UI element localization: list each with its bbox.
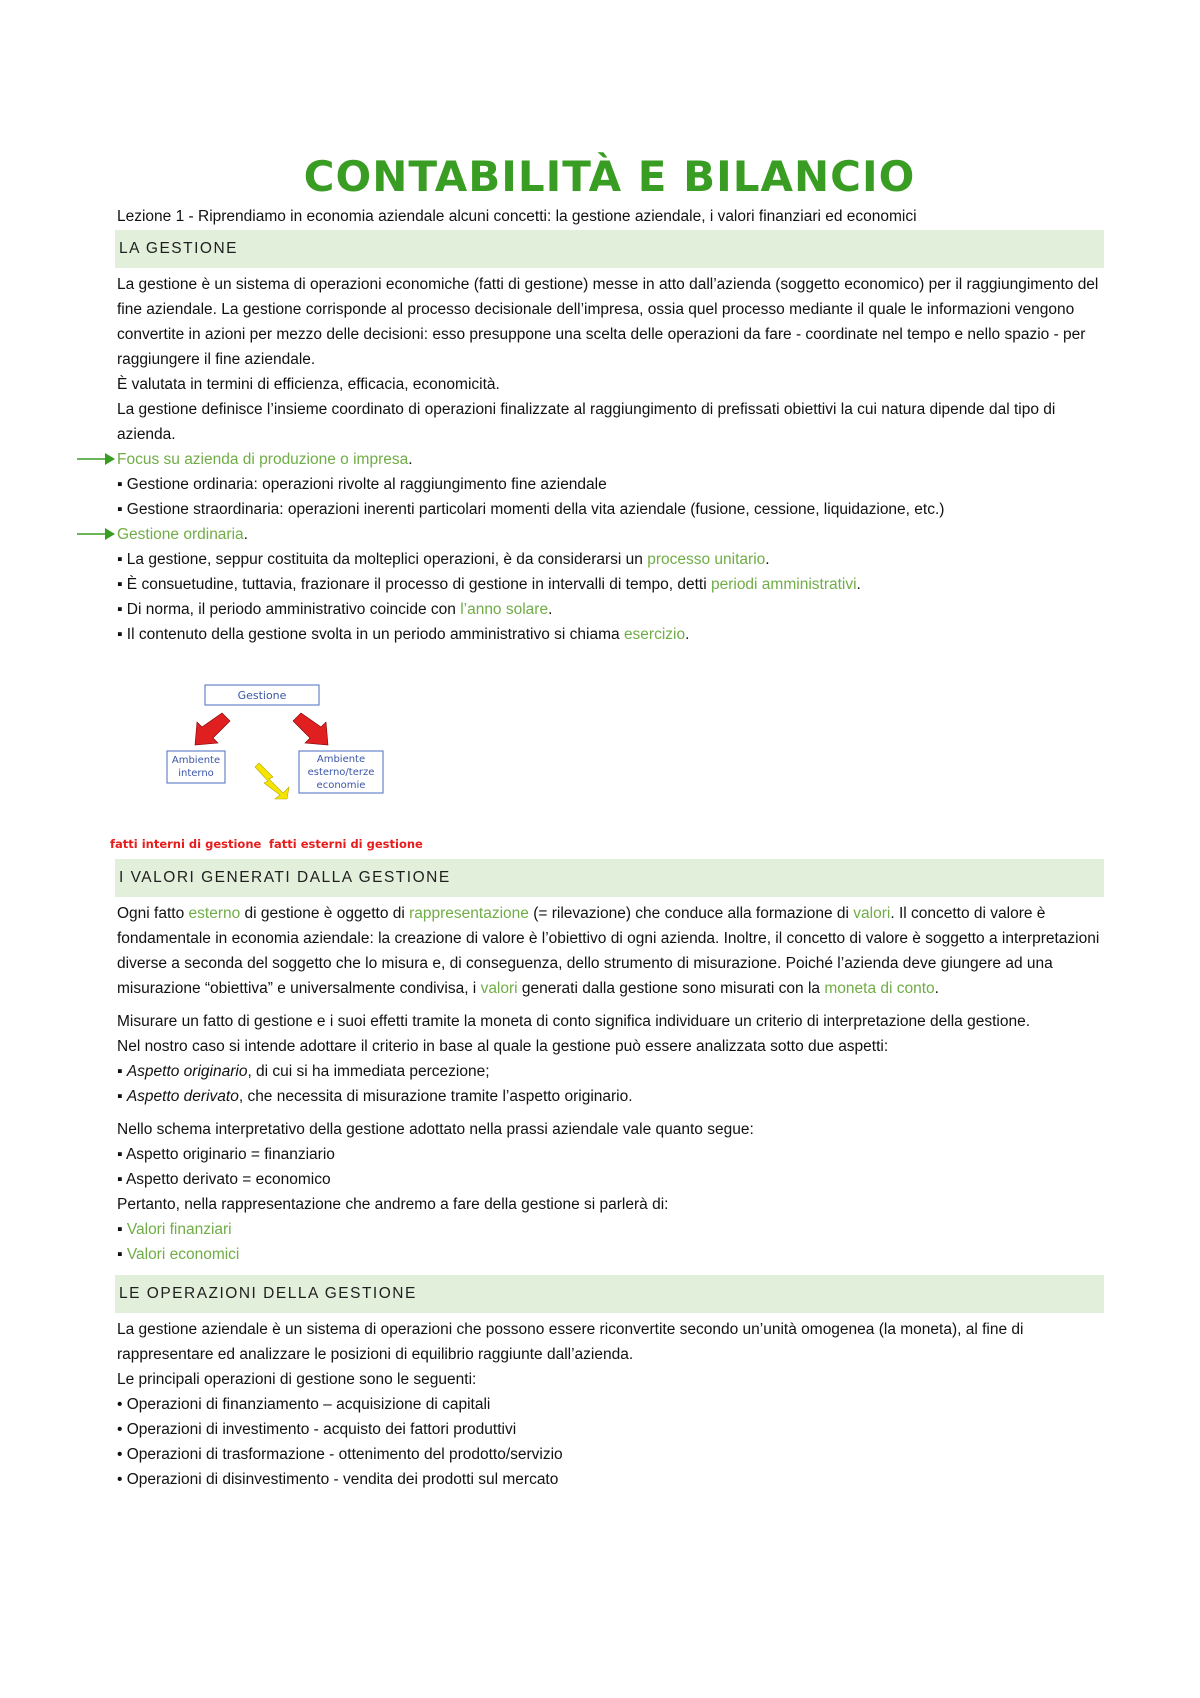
text: , di cui si ha immediata percezione; <box>247 1063 490 1080</box>
diagram-graphics <box>117 659 417 839</box>
paragraph: È valutata in termini di efficienza, efficacia, economicità. <box>117 376 500 393</box>
ambiente-esterno-label <box>299 753 383 792</box>
italic-term: Aspetto originario <box>126 1063 248 1080</box>
highlight: esterno <box>188 905 241 922</box>
text: ▪ È consuetudine, tuttavia, frazionare il processo di gestione in intervalli di tempo, detti <box>117 576 711 593</box>
spacer <box>117 1001 1102 1009</box>
text: generati dalla gestione sono misurati con la <box>517 980 825 997</box>
paragraph <box>117 901 1102 1001</box>
gestione-diagram <box>110 659 1102 859</box>
paragraph: Nello schema interpretativo della gestione adottato nella prassi aziendale vale quanto segue: <box>117 1121 754 1138</box>
punctuation: . <box>765 551 770 568</box>
label-line: Ambiente <box>171 755 221 766</box>
lesson-subtitle: Lezione 1 - Riprendiamo in economia aziendale alcuni concetti: la gestione aziendale, i valori finanziari ed economici <box>117 208 917 225</box>
label-line: esterno/terze <box>307 767 375 778</box>
punctuation: . <box>548 601 553 618</box>
paragraph: Nel nostro caso si intende adottare il criterio in base al quale la gestione può essere analizzata sotto due aspetti: <box>117 1038 889 1055</box>
list-item <box>117 597 1102 622</box>
section-heading-gestione: LA GESTIONE <box>115 230 1104 268</box>
label-line: economie <box>316 780 366 791</box>
highlight: periodi amministrativi <box>710 576 857 593</box>
document-title: CONTABILITÀ E BILANCIO <box>303 152 916 201</box>
list-item <box>117 1059 1102 1084</box>
highlight: rappresentazione <box>409 905 529 922</box>
list-item: ▪ Aspetto derivato = economico <box>117 1171 331 1188</box>
list-item: • Operazioni di trasformazione - ottenimento del prodotto/servizio <box>117 1446 563 1463</box>
arrow-right-icon <box>77 527 115 541</box>
red-arrow-right-icon <box>293 713 328 745</box>
list-item: ▪ Gestione straordinaria: operazioni inerenti particolari momenti della vita aziendale (fusione, cessione, liquidazione, etc.) <box>117 501 945 518</box>
list-item: • Operazioni di investimento - acquisto dei fattori produttivi <box>117 1421 517 1438</box>
paragraph: La gestione è un sistema di operazioni economiche (fatti di gestione) messe in atto dall’azienda (soggetto economico) per il raggiungimento del fine aziendale. La gestione corrisponde al processo decisionale dell’impresa, ossia quel processo mediante il quale le informazioni vengono convertite in azioni per mezzo delle decisioni: esso presuppone una scelta delle operazioni da fare - coordinate nel tempo e nello spazio - per raggiungere il fine aziendale. <box>117 276 1099 368</box>
highlight: Valori economici <box>126 1246 240 1263</box>
list-item: ▪ Gestione ordinaria: operazioni rivolte al raggiungimento fine aziendale <box>117 476 607 493</box>
paragraph: La gestione aziendale è un sistema di operazioni che possono essere riconvertite secondo un’unità omogenea (la moneta), al fine di rappresentare ed analizzare le posizioni di equilibrio raggiunte dall’azienda. <box>117 1321 1024 1363</box>
punctuation: . <box>408 451 413 468</box>
list-item: ▪ Aspetto originario = finanziario <box>117 1146 335 1163</box>
focus-line <box>117 447 1102 472</box>
list-item <box>117 572 1102 597</box>
list-item: • Operazioni di finanziamento – acquisizione di capitali <box>117 1396 491 1413</box>
bullet: ▪ <box>117 1221 127 1238</box>
text: ▪ Il contenuto della gestione svolta in un periodo amministrativo si chiama <box>117 626 624 643</box>
ordinaria-line <box>117 522 1102 547</box>
fatti-esterni-label: fatti esterni di gestione <box>269 837 423 851</box>
list-item <box>117 1217 1102 1242</box>
lightning-bolt-icon <box>255 763 289 799</box>
highlight: processo unitario <box>647 551 766 568</box>
italic-term: Aspetto derivato <box>126 1088 239 1105</box>
text: . Il concetto di valore è fondamentale in economia aziendale: la creazione di valore è l’obiettivo di ogni azienda. Inoltre, il concetto di valore è soggetto a interpretazioni diverse a seconda del soggetto che lo misura e, di conseguenza, dello strumento di misurazione. Poiché l’azienda deve giungere ad una misurazione “obiettiva” e universalmente condivisa, i <box>117 905 1100 997</box>
list-item <box>117 1242 1102 1267</box>
highlight: esercizio <box>623 626 686 643</box>
ambiente-interno-label <box>167 754 225 780</box>
paragraph: Pertanto, nella rappresentazione che andremo a fare della gestione si parlerà di: <box>117 1196 669 1213</box>
text: di gestione è oggetto di <box>240 905 410 922</box>
label-line: interno <box>178 768 214 779</box>
highlight: valori <box>853 905 891 922</box>
punctuation: . <box>934 980 939 997</box>
gestione-label: Gestione <box>237 689 287 702</box>
bullet: ▪ <box>117 1246 127 1263</box>
spacer <box>117 1109 1102 1117</box>
ordinaria-title: Gestione ordinaria <box>117 526 244 543</box>
highlight: l’anno solare <box>460 601 549 618</box>
text: ▪ La gestione, seppur costituita da molteplici operazioni, è da considerarsi un <box>117 551 648 568</box>
arrow-right-icon <box>77 452 115 466</box>
list-item <box>117 1084 1102 1109</box>
list-item <box>117 622 1102 647</box>
focus-title: Focus su azienda di produzione o impresa <box>117 451 409 468</box>
list-item <box>117 547 1102 572</box>
paragraph: Misurare un fatto di gestione e i suoi effetti tramite la moneta di conto significa individuare un criterio di interpretazione della gestione. <box>117 1013 1031 1030</box>
punctuation: . <box>243 526 248 543</box>
fatti-interni-label: fatti interni di gestione <box>110 837 262 851</box>
text: ▪ Di norma, il periodo amministrativo coincide con <box>117 601 461 618</box>
punctuation: . <box>685 626 690 643</box>
paragraph: La gestione definisce l’insieme coordinato di operazioni finalizzate al raggiungimento di prefissati obiettivi la cui natura dipende dal tipo di azienda. <box>117 401 1056 443</box>
bullet: ▪ <box>117 1088 127 1105</box>
bullet: ▪ <box>117 1063 127 1080</box>
section-heading-operazioni: LE OPERAZIONI DELLA GESTIONE <box>115 1275 1104 1313</box>
highlight: moneta di conto <box>824 980 935 997</box>
section-heading-valori: I VALORI GENERATI DALLA GESTIONE <box>115 859 1104 897</box>
text: Ogni fatto <box>117 905 189 922</box>
paragraph: Le principali operazioni di gestione sono le seguenti: <box>117 1371 477 1388</box>
highlight: valori <box>480 980 518 997</box>
red-arrow-left-icon <box>195 713 230 745</box>
spacer <box>117 1267 1102 1275</box>
text: (= rilevazione) che conduce alla formazione di <box>528 905 854 922</box>
highlight: Valori finanziari <box>126 1221 232 1238</box>
document-page <box>110 150 1102 1492</box>
list-item: • Operazioni di disinvestimento - vendita dei prodotti sul mercato <box>117 1471 559 1488</box>
label-line: Ambiente <box>316 754 366 765</box>
punctuation: . <box>856 576 861 593</box>
text: , che necessita di misurazione tramite l’aspetto originario. <box>238 1088 633 1105</box>
